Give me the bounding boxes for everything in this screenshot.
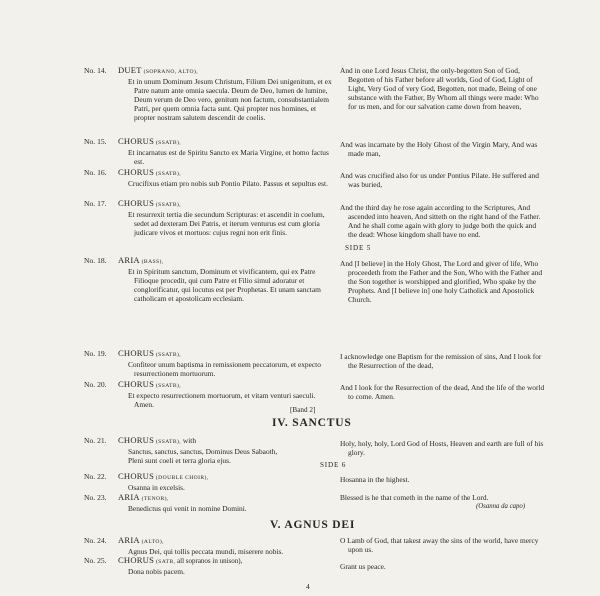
latin-line: Et expecto resurrectionem mortuorum, et vitam venturi saeculi. Amen.	[128, 391, 316, 410]
english-translation: Hosanna in the highest.	[340, 475, 410, 484]
section-heading-sanctus: IV. SANCTUS	[272, 417, 352, 429]
latin-text	[118, 493, 333, 513]
side-6-label: SIDE 6	[320, 461, 347, 469]
movement-title: ARIA	[118, 535, 140, 545]
voicing: (SSATB),	[155, 171, 182, 177]
side-5-label: SIDE 5	[345, 244, 372, 252]
voicing: (SSATB),	[155, 383, 182, 389]
latin-line: Et in unum Dominum Jesum Christum, Filium Dei unigenitum, et ex Patre natum ante omnia saecula. Deum de Deo, lumen de lumine, Deum verum de Deo vero, genitum non factum, consubstantialem Patri, per quem omnia facta sunt. Qui propter nos homines, et propter nostram salutem descendit de coelis.	[128, 77, 332, 123]
section-heading-agnus-dei: V. AGNUS DEI	[270, 519, 356, 531]
entry-number: No. 18.	[84, 256, 107, 265]
latin-line: Osanna in excelsis.	[128, 483, 185, 493]
latin-line: Sanctus, sanctus, sanctus, Dominus Deus Sabaoth,	[128, 447, 278, 457]
latin-line: Benedictus qui venit in nomine Domini.	[128, 504, 247, 514]
latin-line: Agnus Dei, qui tollis peccata mundi, miserere nobis.	[128, 547, 284, 557]
movement-title: ARIA	[118, 492, 140, 502]
voicing: (SSATB),	[155, 202, 182, 208]
english-translation: I acknowledge one Baptism for the remission of sins, And I look for the Resurrection of the dead,	[340, 352, 542, 371]
movement-title: CHORUS	[118, 379, 155, 389]
english-translation: And was incarnate by the Holy Ghost of the Virgin Mary, And was made man,	[340, 140, 538, 159]
voicing: (BASS),	[141, 259, 164, 265]
entry-number: No. 24.	[84, 536, 107, 545]
voicing: (ALTO),	[141, 539, 164, 545]
latin-text	[118, 199, 333, 237]
english-translation: And was crucified also for us under Pontius Pilate. He suffered and was buried,	[340, 171, 539, 190]
band-2-label: [Band 2]	[290, 406, 316, 414]
english-translation: O Lamb of God, that takest away the sins of the world, have mercy upon us.	[340, 536, 539, 555]
entry-number: No. 19.	[84, 349, 107, 358]
latin-line: Confiteor unum baptisma in remissionem peccatorum, et expecto resurrectionem mortuorum.	[128, 360, 321, 379]
latin-text	[118, 168, 333, 188]
voicing: (SSATB),	[155, 352, 182, 358]
voicing: (TENOR),	[141, 496, 169, 502]
movement-title: ARIA	[118, 255, 140, 265]
voicing: (SSATB),	[155, 140, 182, 146]
latin-text	[118, 66, 333, 123]
osanna-da-capo-note: (Osanna da capo)	[476, 503, 526, 510]
latin-line: Crucifixus etiam pro nobis sub Pontio Pilato. Passus et sepultus est.	[128, 179, 328, 189]
entry-number: No. 21.	[84, 436, 107, 445]
entry-number: No. 15.	[84, 137, 107, 146]
latin-line: Dona nobis pacem.	[128, 567, 185, 577]
latin-text	[118, 380, 333, 409]
latin-text	[118, 256, 333, 303]
latin-text	[118, 472, 333, 492]
movement-title: CHORUS	[118, 348, 155, 358]
movement-title: CHORUS	[118, 167, 155, 177]
latin-line: Pleni sunt coeli et terra gloria ejus.	[128, 456, 231, 466]
latin-text	[118, 349, 333, 378]
entry-number: No. 17.	[84, 199, 107, 208]
english-translation: Holy, holy, holy, Lord God of Hosts, Heaven and earth are full of his glory.	[340, 439, 544, 458]
english-translation: And the third day he rose again according to the Scriptures, And ascended into heaven, And sitteth on the right hand of the Father. And he shall come again with glory to judge both the quick and the dead: Whose kingdom shall have no end.	[340, 203, 541, 240]
entry-number: No. 23.	[84, 493, 107, 502]
latin-text	[118, 436, 333, 465]
movement-title: CHORUS	[118, 136, 155, 146]
latin-line: Et resurrexit tertia die secundum Scripturas: et ascendit in coelum, sedet ad dexteram Dei Patris, et iterum venturus est cum gloria judicare vivos et mortuos: cujus regni non erit finis.	[128, 210, 325, 238]
entry-number: No. 16.	[84, 168, 107, 177]
english-translation: And I look for the Resurrection of the dead, And the life of the world to come. Amen.	[340, 383, 545, 402]
entry-number: No. 22.	[84, 472, 107, 481]
movement-title: DUET	[118, 65, 142, 75]
entry-number: No. 25.	[84, 556, 107, 565]
entry-number: No. 14.	[84, 66, 107, 75]
movement-title: CHORUS	[118, 435, 155, 445]
entry-number: No. 20.	[84, 380, 107, 389]
english-translation: And [I believe] in the Holy Ghost, The Lord and giver of life, Who proceedeth from the Father and the Son, Who with the Father and the Son together is worshipped and glorified, Who spake by the Prophets. And [I believe in] one holy Catholick and Apostolick Church.	[340, 259, 543, 305]
voicing-extra: with	[181, 436, 197, 445]
latin-text	[118, 556, 333, 576]
latin-line: Et in Spiritum sanctum, Dominum et vivificantem, qui ex Patre Filioque procedit, qui cum Patre et Filio simul adoratur et conglorificatur, qui locutus est per Prophetas. Et unam sanctam catholicam et apostolicam ecclesiam.	[128, 267, 321, 304]
english-translation: And in one Lord Jesus Christ, the only-begotten Son of God, Begotten of his Father before all worlds, God of God, Light of Light, Very God of very God, Begotten, not made, Being of one substance with the Father, By Whom all things were made: Who for us men, and for our salvation came down from heaven,	[340, 66, 539, 112]
voicing: (SOPRANO, ALTO),	[143, 69, 198, 75]
voicing: (SSATB),	[155, 439, 182, 445]
movement-title: CHORUS	[118, 471, 155, 481]
voicing: (SATB,	[155, 559, 176, 565]
latin-text	[118, 137, 333, 166]
page-number: 4	[306, 582, 310, 591]
movement-title: CHORUS	[118, 198, 155, 208]
latin-line: Et incarnatus est de Spiritu Sancto ex Maria Virgine, et homo factus est.	[128, 148, 329, 167]
latin-text	[118, 536, 333, 556]
voicing-extra: all sopranos in unison),	[175, 557, 243, 565]
english-translation: Grant us peace.	[340, 562, 386, 571]
voicing: (DOUBLE CHOIR),	[155, 475, 209, 481]
movement-title: CHORUS	[118, 555, 155, 565]
english-translation: Blessed is he that cometh in the name of the Lord.	[340, 493, 489, 502]
